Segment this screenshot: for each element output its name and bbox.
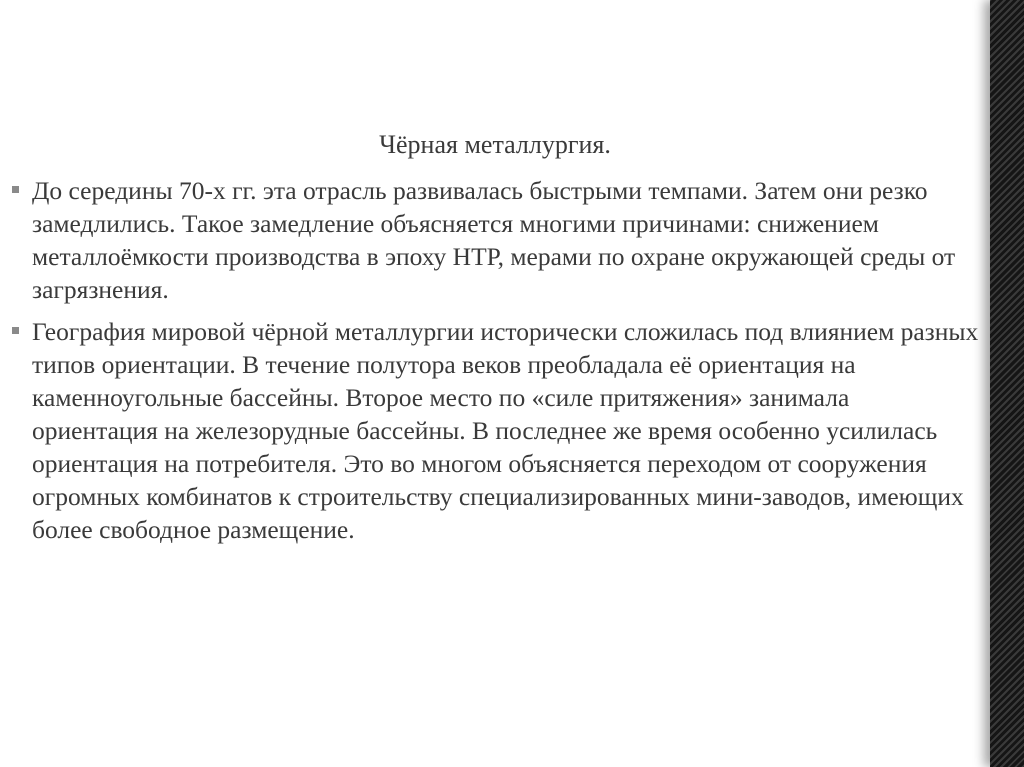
- decorative-frame-edge: [990, 0, 1024, 767]
- bullet-text: До середины 70-х гг. эта отрасль развивалась быстрыми темпами. Затем они резко замедлились. Такое замедление объясняется многими причинами: снижением металлоёмкости производства в эпоху НТР, мерами по охране окружающей среды от загрязнения.: [32, 176, 956, 304]
- square-bullet-icon: [12, 186, 19, 193]
- slide-title: Чёрная металлургия.: [379, 130, 611, 159]
- bullet-text: География мировой чёрной металлургии исторически сложилась под влиянием разных типов ориентации. В течение полутора веков преобладала её ориентация на каменноугольные бассейны. Второе место по «силе притяжения» занимала ориентация на железорудные бассейны. В последнее же время особенно усилилась ориентация на потребителя. Это во многом объясняется переходом от сооружения огромных комбинатов к строительству специализированных мини-заводов, имеющих более свободное размещение.: [32, 317, 979, 544]
- bullet-item: [12, 315, 980, 546]
- bullet-item: [12, 174, 980, 306]
- square-bullet-icon: [12, 327, 19, 334]
- slide-content: [12, 174, 980, 555]
